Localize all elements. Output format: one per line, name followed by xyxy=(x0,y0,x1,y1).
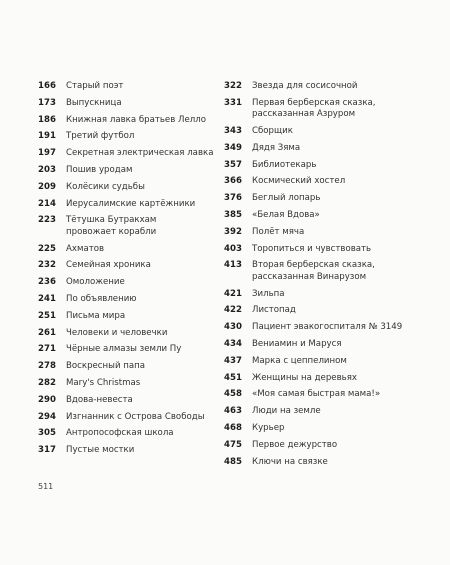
toc-entry xyxy=(38,395,218,406)
toc-entry xyxy=(224,440,424,451)
toc-title: Зильпа xyxy=(252,288,285,299)
toc-title: Тётушка Бутракхам провожает корабли xyxy=(66,215,157,237)
toc-page-number: 366 xyxy=(224,176,242,187)
toc-page-number: 437 xyxy=(224,355,242,366)
toc-entry xyxy=(38,215,218,238)
toc-title: Старый поэт xyxy=(66,81,124,91)
toc-page-number: 343 xyxy=(224,126,242,136)
toc-entry xyxy=(224,143,424,154)
toc-entry xyxy=(224,457,424,468)
toc-title: Воскресный папа xyxy=(66,361,146,372)
toc-entry xyxy=(224,81,424,92)
toc-title: Выпускница xyxy=(66,97,122,108)
toc-entry xyxy=(38,311,218,322)
toc-title: Пациент эвакогоспиталя № 3149 xyxy=(252,322,403,333)
toc-page-number: 166 xyxy=(38,81,56,91)
toc-title: Торопиться и чувствовать xyxy=(252,243,372,254)
toc-title: Чёрные алмазы земли Пу xyxy=(66,344,182,355)
toc-page-number: 214 xyxy=(38,198,56,209)
toc-title: «Моя самая быстрая мама!» xyxy=(252,389,381,400)
toc-title: Люди на земле xyxy=(252,406,321,417)
toc-page-number: 475 xyxy=(224,439,242,450)
toc-entry xyxy=(224,160,424,171)
toc-entry xyxy=(224,289,424,300)
toc-page-number: 385 xyxy=(224,209,242,220)
toc-page-number: 271 xyxy=(38,344,56,355)
page-number: 511 xyxy=(38,482,54,491)
toc-title: Курьер xyxy=(252,422,285,433)
toc-page-number: 261 xyxy=(38,327,56,338)
toc-page-number: 282 xyxy=(38,377,56,388)
toc-page-number: 421 xyxy=(224,288,242,299)
toc-page-number: 485 xyxy=(224,456,242,467)
toc-page-number: 376 xyxy=(224,193,242,204)
toc-entry xyxy=(38,98,218,109)
toc-title: Секретная электрическая лавка xyxy=(66,148,214,159)
toc-page-number: 197 xyxy=(38,148,56,159)
toc-title: «Белая Вдова» xyxy=(252,209,320,220)
toc-title: Семейная хроника xyxy=(66,260,151,271)
toc-page-number: 209 xyxy=(38,181,56,192)
toc-title: Первая берберская сказка, рассказанная Азруром xyxy=(252,97,376,120)
toc-entry xyxy=(38,148,218,159)
toc-entry xyxy=(224,260,424,283)
toc-entry xyxy=(224,227,424,238)
toc-entry xyxy=(38,199,218,210)
toc-page-number: 458 xyxy=(224,389,242,400)
toc-title: Пустые мостки xyxy=(66,445,135,456)
toc-entry xyxy=(224,322,424,333)
toc-page-number: 251 xyxy=(38,310,56,321)
toc-page-number: 236 xyxy=(38,277,56,288)
toc-title: Женщины на деревьях xyxy=(252,372,357,383)
toc-title: Первое дежурство xyxy=(252,439,338,450)
toc-title: Беглый лопарь xyxy=(252,193,321,204)
toc-page-number: 434 xyxy=(224,338,242,349)
toc-title: Вдова-невеста xyxy=(66,394,133,405)
toc-title: Третий футбол xyxy=(66,131,135,142)
toc-entry xyxy=(224,339,424,350)
toc-title: Полёт мяча xyxy=(252,226,305,237)
toc-entry xyxy=(38,294,218,305)
toc-title: Книжная лавка братьев Лелло xyxy=(66,114,207,125)
toc-column-left xyxy=(38,81,218,462)
toc-page-number: 223 xyxy=(38,215,56,226)
toc-entry xyxy=(224,193,424,204)
toc-page-number: 413 xyxy=(224,260,242,271)
toc-entry xyxy=(224,423,424,434)
toc-entry xyxy=(38,81,218,92)
toc-page-number: 392 xyxy=(224,226,242,237)
toc-page-number: 357 xyxy=(224,159,242,170)
toc-title: Человеки и человечки xyxy=(66,327,168,338)
toc-entry xyxy=(38,260,218,271)
toc-title: Письма мира xyxy=(66,310,126,321)
toc-page-number: 191 xyxy=(38,131,56,142)
toc-page-number: 430 xyxy=(224,322,242,333)
toc-title: Омоложение xyxy=(66,277,125,288)
toc-page-number: 451 xyxy=(224,372,242,383)
toc-title: Сборщик xyxy=(252,126,293,136)
toc-page-number: 463 xyxy=(224,406,242,417)
toc-entry xyxy=(38,412,218,423)
toc-page-number: 278 xyxy=(38,361,56,372)
toc-entry xyxy=(224,126,424,137)
toc-entry xyxy=(38,182,218,193)
toc-page-number: 403 xyxy=(224,243,242,254)
toc-entry xyxy=(224,356,424,367)
toc-page-number: 232 xyxy=(38,260,56,271)
toc-entry xyxy=(38,445,218,456)
toc-title: Иерусалимские картёжники xyxy=(66,198,196,209)
toc-entry xyxy=(38,428,218,439)
toc-entry xyxy=(38,361,218,372)
toc-entry xyxy=(224,373,424,384)
toc-title: Изгнанник с Острова Свободы xyxy=(66,411,205,422)
toc-entry xyxy=(224,244,424,255)
toc-page-number: 290 xyxy=(38,394,56,405)
toc-title: Марка с цеппелином xyxy=(252,355,347,366)
toc-entry xyxy=(224,389,424,400)
toc-page-number: 294 xyxy=(38,411,56,422)
toc-entry xyxy=(38,131,218,142)
toc-page-number: 305 xyxy=(38,428,56,439)
toc-entry xyxy=(38,115,218,126)
toc-entry xyxy=(224,210,424,221)
toc-title: Вторая берберская сказка, рассказанная Винарузом xyxy=(252,260,375,282)
toc-entry xyxy=(224,176,424,187)
toc-entry xyxy=(224,305,424,316)
toc-page-number: 468 xyxy=(224,422,242,433)
toc-entry xyxy=(38,277,218,288)
toc-page-number: 422 xyxy=(224,305,242,316)
toc-title: Антропософская школа xyxy=(66,428,174,439)
toc-column-right xyxy=(224,81,424,473)
toc-entry xyxy=(38,165,218,176)
toc-entry xyxy=(38,244,218,255)
toc-title: Ключи на связке xyxy=(252,456,328,467)
toc-page-number: 241 xyxy=(38,293,56,304)
toc-title: Дядя Зяма xyxy=(252,142,301,153)
toc-entry xyxy=(224,98,424,121)
toc-entry xyxy=(38,328,218,339)
toc-title: Пошив уродам xyxy=(66,164,133,175)
toc-title: Листопад xyxy=(252,305,296,316)
toc-page-number: 349 xyxy=(224,142,242,153)
toc-page-number: 186 xyxy=(38,114,56,125)
toc-entry xyxy=(38,344,218,355)
toc-title: Звезда для сосисочной xyxy=(252,81,358,91)
toc-entry xyxy=(38,378,218,389)
toc-page-number: 173 xyxy=(38,97,56,108)
toc-page-number: 331 xyxy=(224,97,242,108)
toc-page-number: 317 xyxy=(38,445,56,456)
toc-page-number: 203 xyxy=(38,164,56,175)
toc-title: Библиотекарь xyxy=(252,159,317,170)
toc-title: Вениамин и Маруся xyxy=(252,338,342,349)
toc-page-number: 225 xyxy=(38,243,56,254)
toc-title: Космический хостел xyxy=(252,176,346,187)
toc-title: Mary's Christmas xyxy=(66,377,141,388)
toc-page-number: 322 xyxy=(224,81,242,91)
toc-title: По объявлению xyxy=(66,293,137,304)
toc-entry xyxy=(224,406,424,417)
toc-title: Колёсики судьбы xyxy=(66,181,145,192)
toc-title: Ахматов xyxy=(66,243,105,254)
